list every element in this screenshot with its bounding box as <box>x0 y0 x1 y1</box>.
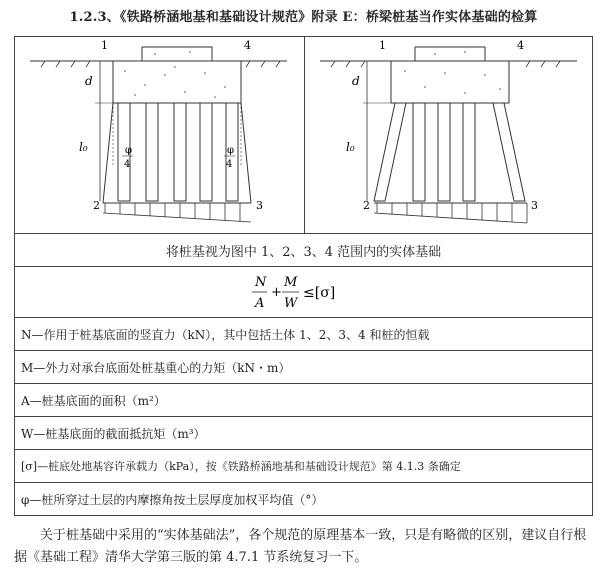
label-2-right: 2 <box>363 199 370 212</box>
section-heading: 1.2.3、《铁路桥涵地基和基础设计规范》附录 E：桥梁桩基当作实体基础的检算 <box>69 10 538 25</box>
label-2: 2 <box>93 199 100 212</box>
def-a: A—桩基底面的面积（m²） <box>21 393 166 408</box>
formula-w: W <box>283 296 297 311</box>
formula-n: N <box>254 275 266 290</box>
label-4: 4 <box>244 39 251 52</box>
def-phi: φ—桩所穿过土层的内摩擦角按土层厚度加权平均值（°） <box>21 492 324 507</box>
def-w: W—桩基底面的截面抵抗矩（m³） <box>21 426 206 441</box>
label-l0-right: l₀ <box>346 140 355 154</box>
formula-m: M <box>283 275 297 290</box>
label-4-right: 4 <box>517 39 524 52</box>
def-row-phi <box>15 483 592 515</box>
def-n: N—作用于桩基底面的竖直力（kN），其中包括土体 1、2、3、4 和桩的恒载 <box>21 327 430 342</box>
caption: 将桩基视为图中 1、2、3、4 范围内的实体基础 <box>165 244 442 260</box>
def-m: M—外力对承台底面处桩基重心的力矩（kN・m） <box>21 360 291 375</box>
def-row-n <box>15 318 592 351</box>
label-3-right: 3 <box>531 199 538 212</box>
check-table <box>14 36 593 516</box>
label-d: d <box>85 74 93 88</box>
def-row-sigma <box>15 450 592 483</box>
vertical-piles-diagram <box>15 37 304 233</box>
label-1: 1 <box>101 39 108 52</box>
label-d-right: d <box>352 74 360 88</box>
figure-vertical-piles <box>15 37 305 233</box>
figure-inclined-piles <box>305 37 594 233</box>
label-1-right: 1 <box>379 39 386 52</box>
summary-paragraph: 关于桩基础中采用的“实体基础法”，各个规范的原理基本一致，只是有略微的区别，建议自行根据《基础工程》清华大学第三版的第 4.7.1 节系统复习一下。 <box>14 528 587 565</box>
inclined-piles-diagram <box>305 37 594 233</box>
phi-num-left: φ <box>125 145 133 156</box>
caption-row <box>15 234 592 267</box>
def-row-a <box>15 384 592 417</box>
formula-row <box>15 267 592 318</box>
def-row-m <box>15 351 592 384</box>
phi-den-left: 4 <box>124 159 131 170</box>
label-l0: l₀ <box>79 140 88 154</box>
formula-plus: + <box>270 285 282 300</box>
formula-rhs: ≤[σ] <box>302 285 335 301</box>
def-sigma: [σ]—桩底处地基容许承载力（kPa），按《铁路桥涵地基和基础设计规范》第 4.1.3 条确定 <box>21 460 461 473</box>
formula <box>249 270 359 314</box>
phi-den-right: 4 <box>226 159 233 170</box>
def-row-w <box>15 417 592 450</box>
label-3: 3 <box>256 199 263 212</box>
figure-row <box>15 37 592 234</box>
formula-a: A <box>254 296 264 311</box>
phi-num-right: φ <box>227 145 235 156</box>
